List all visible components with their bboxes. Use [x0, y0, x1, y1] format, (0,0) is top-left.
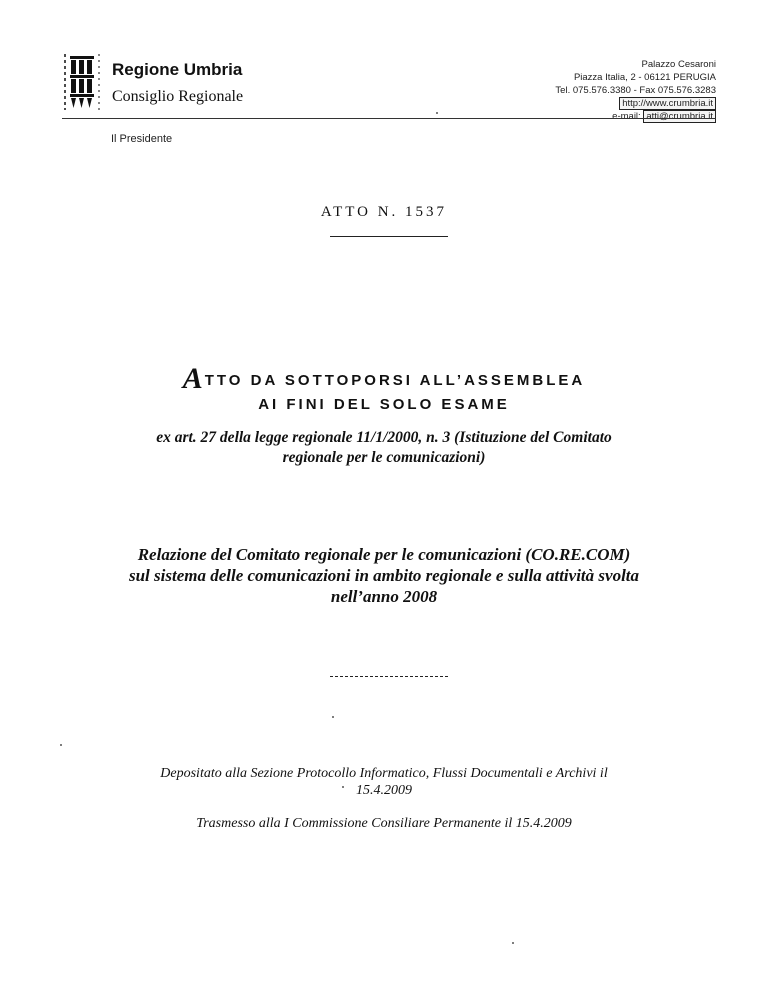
deposit-line-1: Depositato alla Sezione Protocollo Informatico, Flussi Documentali e Archivi il	[160, 766, 608, 781]
trasmesso-note: Trasmesso alla I Commissione Consiliare Permanente il 15.4.2009	[196, 816, 572, 831]
scan-speck	[436, 112, 438, 114]
scan-speck	[60, 744, 62, 746]
org-name: Regione Umbria	[112, 60, 243, 79]
section-divider	[330, 676, 448, 677]
relazione-line-1: Relazione del Comitato regionale per le comunicazioni (CO.RE.COM)	[137, 545, 631, 564]
presidente-label: Il Presidente	[111, 133, 173, 145]
consiglio-emblem-icon	[62, 52, 102, 112]
contact-address: Piazza Italia, 2 - 06121 PERUGIA	[573, 72, 716, 83]
email-label: e-mail:	[612, 111, 641, 122]
contact-address-name: Palazzo Cesaroni	[641, 59, 716, 70]
scan-speck	[332, 716, 334, 718]
email-link[interactable]: atti@crumbria.it	[643, 110, 716, 123]
heading-line-2: AI FINI DEL SOLO ESAME	[258, 396, 510, 413]
legal-reference-line-1: ex art. 27 della legge regionale 11/1/2000, n. 3 (Istituzione del Comitato	[156, 429, 612, 446]
contact-block	[456, 58, 716, 123]
scan-speck	[342, 786, 344, 788]
atto-number: ATTO N. 1537	[320, 204, 448, 220]
header-divider	[62, 118, 716, 119]
relazione-line-3: nell’anno 2008	[330, 587, 438, 606]
contact-website-row	[456, 97, 716, 110]
heading-line-1-text: TTO DA SOTTOPORSI ALL’ASSEMBLEA	[204, 372, 586, 389]
deposit-note	[0, 765, 768, 799]
heading-initial: A	[182, 362, 203, 395]
atto-underline	[330, 236, 448, 237]
heading-line-1	[0, 362, 768, 396]
regione-umbria-logo	[62, 52, 272, 114]
legal-reference	[0, 428, 768, 468]
contact-email-row	[456, 110, 716, 123]
relazione-title	[0, 544, 768, 607]
legal-reference-line-2: regionale per le comunicazioni)	[282, 449, 486, 466]
contact-phone-fax: Tel. 075.576.3380 - Fax 075.576.3283	[555, 85, 716, 96]
scan-speck	[512, 942, 514, 944]
relazione-line-2: sul sistema delle comunicazioni in ambito regionale e sulla attività svolta	[128, 566, 640, 585]
org-subtitle: Consiglio Regionale	[112, 88, 244, 105]
website-link[interactable]: http://www.crumbria.it	[619, 97, 716, 110]
deposit-date: 15.4.2009	[356, 783, 412, 798]
